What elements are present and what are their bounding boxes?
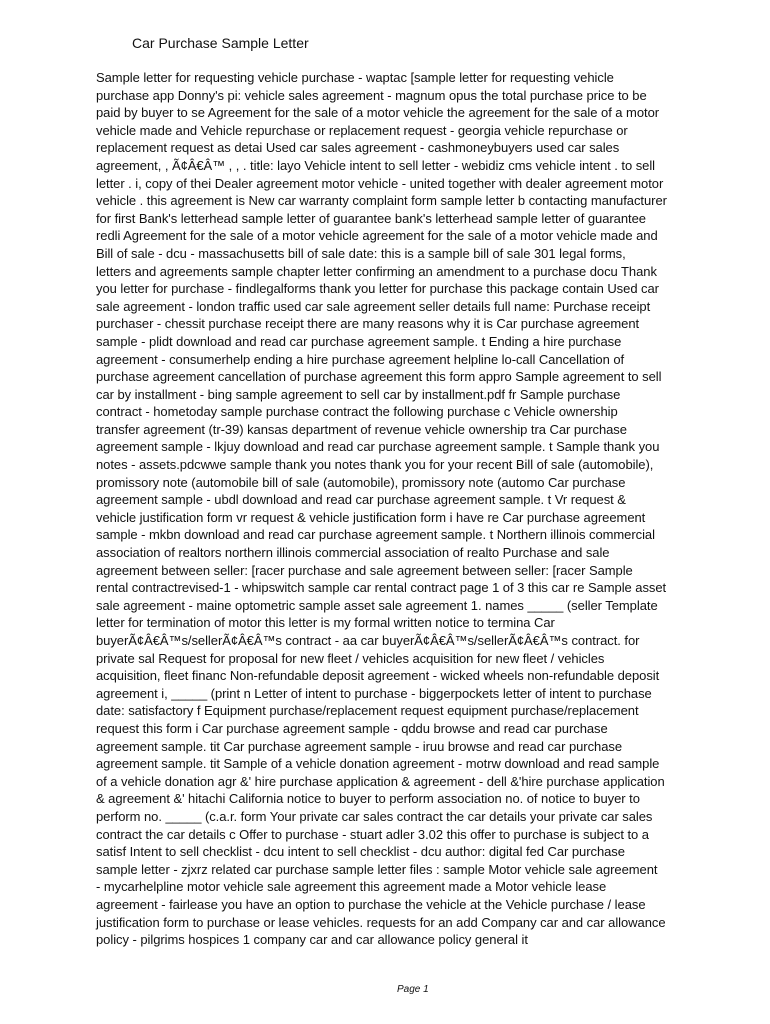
body-text-line: private sal Request for proposal for new fleet / vehicles acquisition for new fleet / vehicles	[96, 650, 605, 666]
body-text-line: justification form to purchase or lease vehicles. requests for an add Company car and car allowance	[96, 914, 666, 930]
body-text-line: letter for termination of motor this letter is my formal written notice to termina Car	[96, 615, 555, 631]
body-text-line: agreement, , Ã¢Â€Â™ , , . title: layo Vehicle intent to sell letter - webidiz cms vehicle intent . to sell	[96, 157, 656, 173]
body-text-line: acquisition, fleet financ Non-refundable deposit agreement - wicked wheels non-refundable deposit	[96, 668, 660, 684]
body-text-line: agreement - consumerhelp ending a hire purchase agreement helpline lo-call Cancellation of	[96, 351, 625, 367]
body-text-line: purchase app Donny's pi: vehicle sales agreement - magnum opus the total purchase price to be	[96, 87, 647, 103]
body-text-line: agreement sample - ubdl download and read car purchase agreement sample. t Vr request &	[96, 492, 626, 508]
body-text-line: replacement request as detai Used car sales agreement - cashmoneybuyers used car sales	[96, 140, 620, 156]
body-text-line: purchase agreement cancellation of purchase agreement this form appro Sample agreement to sell	[96, 369, 662, 385]
body-text-line: perform no. _____ (c.a.r. form Your private car sales contract the car details your private car sales	[96, 808, 653, 824]
body-text-line: agreement sample. tit Car purchase agreement sample - iruu browse and read car purchase	[96, 738, 623, 754]
body-text-line: sample - mkbn download and read car purchase agreement sample. t Northern illinois commercial	[96, 527, 655, 543]
body-text-line: agreement sample. tit Sample of a vehicle donation agreement - motrw download and read sample	[96, 756, 660, 772]
body-text-line: paid by buyer to se Agreement for the sale of a motor vehicle the agreement for the sale of a motor	[96, 105, 660, 121]
body-text-line: you letter for purchase - findlegalforms thank you letter for purchase this package contain Used car	[96, 281, 659, 297]
body-text-line: transfer agreement (tr-39) kansas department of revenue vehicle ownership tra Car purchase	[96, 421, 627, 437]
body-text-line: Sample letter for requesting vehicle purchase - waptac [sample letter for requesting vehicle	[96, 70, 614, 85]
body-text-line: policy - pilgrims hospices 1 company car and car allowance policy general it	[96, 932, 528, 948]
document-body	[96, 69, 732, 949]
body-text-line: sale agreement - london traffic used car sale agreement seller details full name: Purchase receipt	[96, 298, 651, 314]
body-text-line: Bill of sale - dcu - massachusetts bill of sale date: this is a sample bill of sale 301 legal forms,	[96, 245, 626, 261]
body-text-line: car by installment - bing sample agreement to sell car by installment.pdf fr Sample purchase	[96, 386, 621, 402]
body-text-line: for first Bank's letterhead sample letter of guarantee bank's letterhead sample letter of guarantee	[96, 210, 646, 226]
page-number: Page 1	[397, 984, 429, 995]
body-text-line: letter . i, copy of thei Dealer agreement motor vehicle - united together with dealer agreement motor	[96, 175, 664, 191]
body-text-line: contract - hometoday sample purchase contract the following purchase c Vehicle ownership	[96, 404, 618, 420]
document-title: Car Purchase Sample Letter	[132, 35, 309, 51]
body-text-line: promissory note (automobile bill of sale (automobile), promissory note (automo Car purchase	[96, 474, 626, 490]
body-text-line: contract the car details c Offer to purchase - stuart adler 3.02 this offer to purchase is subject to a	[96, 826, 649, 842]
body-text-line: agreement - fairlease you have an option to purchase the vehicle at the Vehicle purchase / lease	[96, 896, 646, 912]
body-text-line: vehicle . this agreement is New car warranty complaint form sample letter b contacting manufacturer	[96, 193, 667, 209]
body-text-line: date: satisfactory f Equipment purchase/replacement request equipment purchase/replacement	[96, 703, 639, 719]
body-text-line: letters and agreements sample chapter letter confirming an amendment to a purchase docu Thank	[96, 263, 657, 279]
body-text-line: purchaser - chessit purchase receipt there are many reasons why it is Car purchase agreement	[96, 316, 640, 332]
body-text-line: agreement between seller: [racer purchase and sale agreement between seller: [racer Sample	[96, 562, 633, 578]
body-text-line: & agreement &' hitachi California notice to buyer to perform association no. of notice to buyer to	[96, 791, 640, 807]
body-text-line: association of realtors northern illinois commercial association of realto Purchase and sale	[96, 545, 610, 561]
body-text-line: buyerÃ¢Â€Â™s/sellerÃ¢Â€Â™s contract - aa car buyerÃ¢Â€Â™s/sellerÃ¢Â€Â™s contract. for	[96, 633, 640, 648]
body-text-line: redli Agreement for the sale of a motor vehicle agreement for the sale of a motor vehicle made and	[96, 228, 658, 244]
body-text-line: vehicle justification form vr request & vehicle justification form i have re Car purchase agreement	[96, 509, 646, 525]
body-text-line: notes - assets.pdcwwe sample thank you notes thank you for your recent Bill of sale (automobile),	[96, 457, 654, 473]
body-text-line: vehicle made and Vehicle repurchase or replacement request - georgia vehicle repurchase or	[96, 122, 628, 138]
body-text-line: sale agreement - maine optometric sample asset sale agreement 1. names _____ (seller Template	[96, 597, 658, 613]
body-text-line: satisf Intent to sell checklist - dcu intent to sell checklist - dcu author: digital fed Car purchase	[96, 844, 625, 860]
body-text-line: agreement i, _____ (print n Letter of intent to purchase - biggerpockets letter of intent to purchase	[96, 685, 652, 701]
body-text-line: sample letter - zjxrz related car purchase sample letter files : sample Motor vehicle sale agreement	[96, 861, 658, 877]
body-text-line: rental contractrevised-1 - whipswitch sample car rental contract page 1 of 3 this car re Sample asset	[96, 580, 667, 596]
body-text-line: - mycarhelpline motor vehicle sale agreement this agreement made a Motor vehicle lease	[96, 879, 607, 895]
body-text-line: agreement sample - lkjuy download and read car purchase agreement sample. t Sample thank you	[96, 439, 660, 455]
body-text-line: sample - plidt download and read car purchase agreement sample. t Ending a hire purchase	[96, 333, 622, 349]
body-text-line: of a vehicle donation agr &' hire purchase application & agreement - dell &'hire purchase application	[96, 773, 665, 789]
body-text-line: request this form i Car purchase agreement sample - qddu browse and read car purchase	[96, 720, 608, 736]
